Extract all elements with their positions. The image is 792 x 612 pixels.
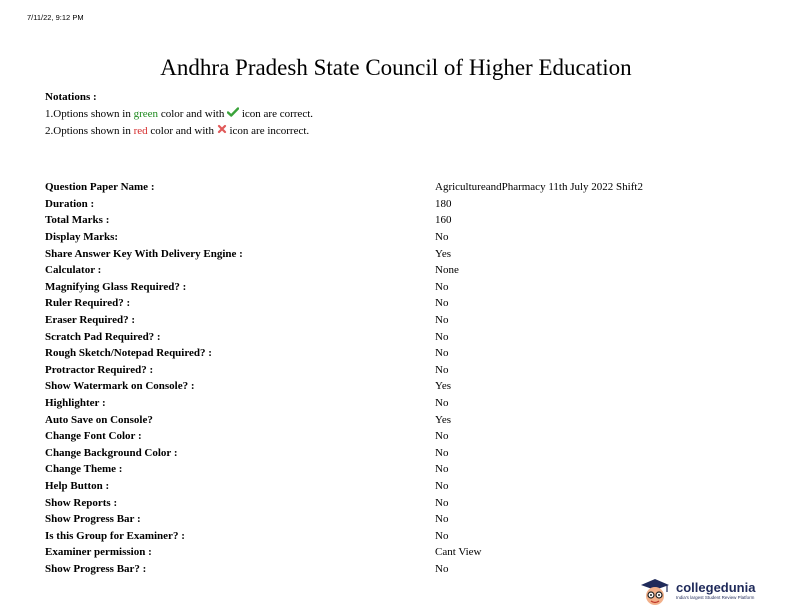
detail-label: Eraser Required? : (45, 314, 136, 327)
detail-value: Yes (435, 247, 452, 260)
detail-row (45, 445, 765, 462)
detail-label: Auto Save on Console? (45, 413, 153, 426)
detail-row (45, 544, 765, 561)
detail-value: No (435, 297, 449, 310)
detail-row (45, 196, 765, 213)
detail-value: No (435, 280, 449, 293)
detail-label: Calculator : (45, 264, 102, 277)
notations-heading: Notations : (45, 91, 97, 103)
detail-label: Question Paper Name : (45, 181, 155, 194)
detail-label: Examiner permission : (45, 546, 152, 559)
detail-row (45, 295, 765, 312)
detail-value: No (435, 479, 449, 492)
notation-incorrect-pre: 2.Options shown in (45, 125, 134, 138)
detail-row (45, 245, 765, 262)
detail-value: No (435, 397, 449, 410)
detail-value: No (435, 363, 449, 376)
notation-correct-pre: 1.Options shown in (45, 108, 134, 121)
cross-icon (217, 123, 227, 140)
detail-label: Share Answer Key With Delivery Engine : (45, 247, 243, 260)
detail-label: Help Button : (45, 479, 110, 492)
notation-incorrect (45, 123, 313, 140)
detail-row (45, 527, 765, 544)
brand-tagline: India's largest Student Review Platform (676, 595, 755, 600)
detail-value: No (435, 314, 449, 327)
detail-row (45, 179, 765, 196)
detail-row (45, 511, 765, 528)
detail-row (45, 312, 765, 329)
detail-label: Show Progress Bar : (45, 513, 141, 526)
detail-label: Show Watermark on Console? : (45, 380, 195, 393)
notation-green-word: green (133, 108, 159, 121)
detail-value: None (435, 264, 459, 277)
detail-row (45, 428, 765, 445)
notation-correct-post: icon are correct. (239, 108, 314, 121)
detail-row (45, 411, 765, 428)
page-title: Andhra Pradesh State Council of Higher Education (160, 55, 632, 81)
detail-row (45, 461, 765, 478)
brand-name: collegedunia (676, 580, 756, 595)
detail-row (45, 395, 765, 412)
detail-row (45, 212, 765, 229)
detail-label: Change Theme : (45, 463, 123, 476)
notation-correct (45, 106, 313, 123)
detail-label: Rough Sketch/Notepad Required? : (45, 347, 212, 360)
notation-correct-mid: color and with (158, 108, 228, 121)
detail-label: Change Font Color : (45, 430, 142, 443)
detail-value: No (435, 562, 449, 575)
detail-label: Duration : (45, 197, 95, 210)
detail-value: AgricultureandPharmacy 11th July 2022 Shift2 (435, 181, 643, 194)
notation-incorrect-mid: color and with (147, 125, 217, 138)
detail-value: No (435, 231, 449, 244)
detail-label: Change Background Color : (45, 446, 178, 459)
detail-value: Yes (435, 380, 452, 393)
detail-value: 160 (435, 214, 452, 227)
check-icon (227, 106, 239, 123)
detail-value: Cant View (435, 546, 482, 559)
detail-value: No (435, 529, 449, 542)
detail-value: No (435, 347, 449, 360)
detail-row (45, 262, 765, 279)
notations-block (45, 89, 313, 140)
detail-label: Total Marks : (45, 214, 110, 227)
detail-value: No (435, 496, 449, 509)
detail-label: Show Progress Bar? : (45, 562, 147, 575)
detail-row (45, 478, 765, 495)
detail-row (45, 229, 765, 246)
detail-value: Yes (435, 413, 452, 426)
detail-value: No (435, 513, 449, 526)
detail-label: Scratch Pad Required? : (45, 330, 161, 343)
detail-row (45, 561, 765, 578)
detail-label: Protractor Required? : (45, 363, 154, 376)
paper-details-table (45, 179, 765, 577)
detail-label: Highlighter : (45, 397, 106, 410)
mascot-logo-icon (638, 593, 672, 610)
detail-label: Show Reports : (45, 496, 118, 509)
notation-incorrect-post: icon are incorrect. (226, 125, 310, 138)
detail-value: No (435, 430, 449, 443)
detail-label: Magnifying Glass Required? : (45, 280, 187, 293)
detail-row (45, 279, 765, 296)
detail-value: No (435, 330, 449, 343)
detail-value: No (435, 463, 449, 476)
collegedunia-logo (638, 576, 788, 606)
detail-row (45, 328, 765, 345)
detail-row (45, 345, 765, 362)
detail-label: Ruler Required? : (45, 297, 131, 310)
detail-value: No (435, 446, 449, 459)
detail-row (45, 378, 765, 395)
notation-red-word: red (133, 125, 148, 138)
detail-label: Display Marks: (45, 231, 119, 244)
print-timestamp: 7/11/22, 9:12 PM (27, 13, 84, 22)
detail-row (45, 362, 765, 379)
detail-row (45, 494, 765, 511)
detail-label: Is this Group for Examiner? : (45, 529, 185, 542)
detail-value: 180 (435, 197, 452, 210)
